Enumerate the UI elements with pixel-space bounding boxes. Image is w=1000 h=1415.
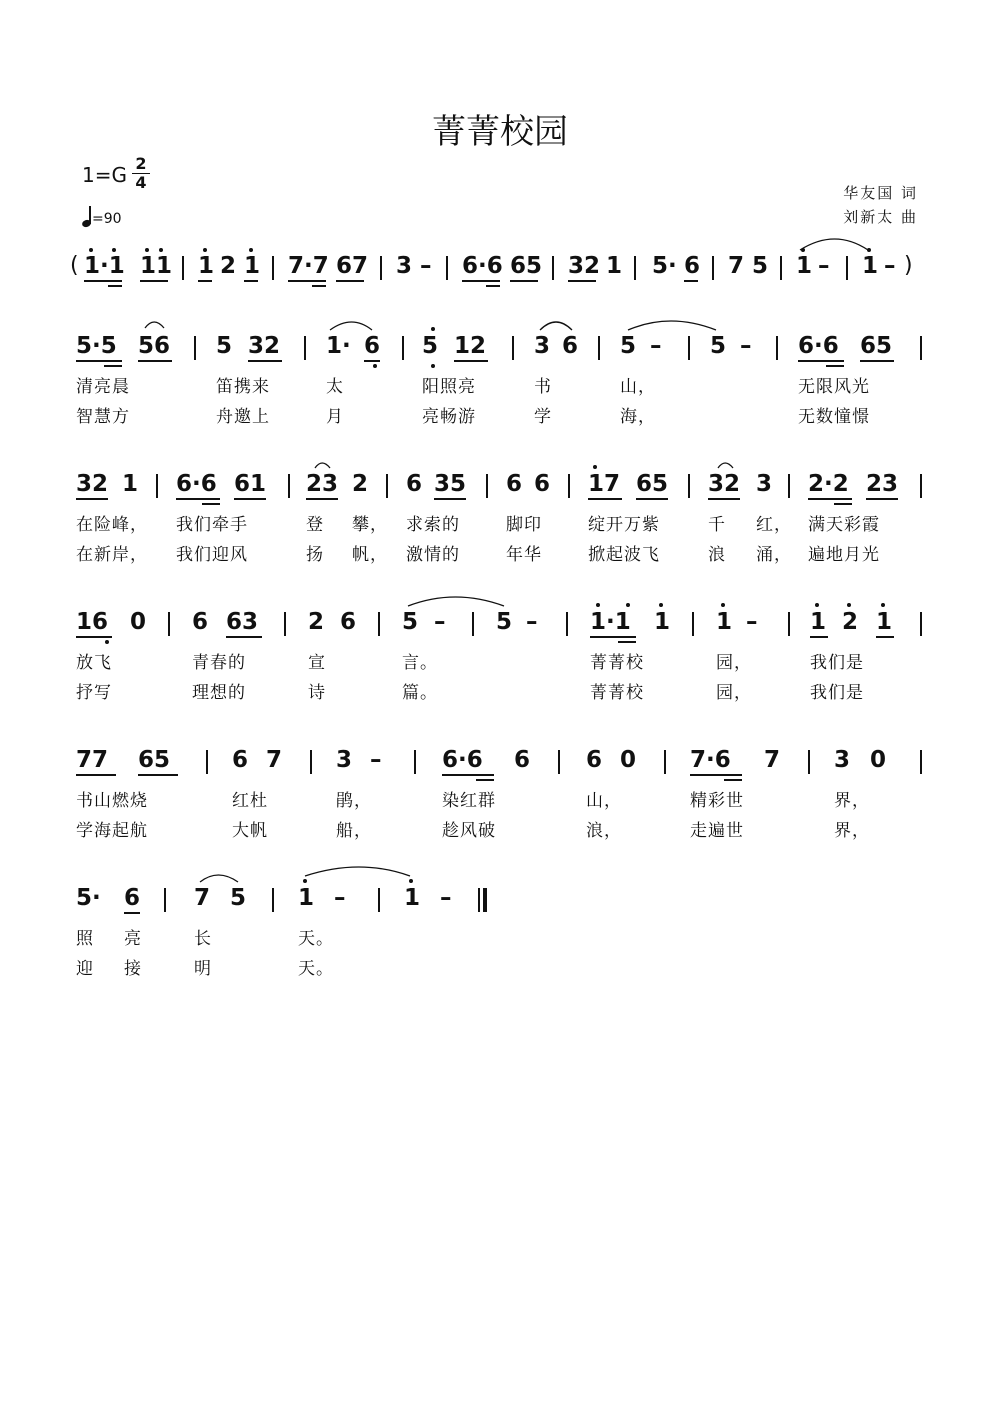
note: 1: [122, 471, 139, 497]
octave-dot: [593, 465, 597, 469]
lyric: 扬: [306, 545, 324, 565]
note: 32: [76, 471, 109, 497]
lyric: 清亮晨: [76, 377, 130, 397]
underline: [76, 636, 112, 638]
underline: [690, 774, 742, 776]
open-paren: (: [70, 253, 79, 278]
underline: [434, 498, 466, 500]
lyric: 我们牵手: [176, 515, 248, 535]
note: 3: [396, 253, 413, 279]
barline: [780, 256, 782, 280]
lyric: 青春的: [192, 653, 246, 673]
lyric: 理想的: [192, 683, 246, 703]
dash: –: [884, 253, 896, 279]
lyric: 菁菁校: [590, 653, 644, 673]
score-system-1: [0, 330, 1000, 460]
note: 1·1: [590, 609, 631, 635]
note: 3: [534, 333, 551, 359]
note: 0: [620, 747, 637, 773]
lyric: 天。: [298, 959, 334, 979]
lyric: 月: [326, 407, 344, 427]
underline: [636, 498, 668, 500]
note: 1: [862, 253, 879, 279]
lyric: 浪，: [586, 821, 622, 841]
note: 1: [404, 885, 421, 911]
barline: [688, 336, 690, 360]
barline: [156, 474, 158, 498]
barline: [808, 750, 810, 774]
note: 6: [586, 747, 603, 773]
note: 6: [534, 471, 551, 497]
underline: [202, 503, 220, 505]
barline: [378, 612, 380, 636]
lyric: 天。: [298, 929, 334, 949]
note: 6: [124, 885, 141, 911]
note: 3: [336, 747, 353, 773]
barline: [164, 888, 166, 912]
composer-credit: 刘新太 曲: [843, 208, 918, 226]
barline: [386, 474, 388, 498]
note: 63: [226, 609, 259, 635]
underline: [138, 360, 172, 362]
barline: [272, 888, 274, 912]
underline: [336, 280, 364, 282]
note: 2: [220, 253, 237, 279]
lyric: 抒写: [76, 683, 112, 703]
octave-dot: [89, 248, 93, 252]
lyric: 红，: [756, 515, 792, 535]
lyric: 笛携来: [216, 377, 270, 397]
underline: [226, 636, 262, 638]
lyric: 登: [306, 515, 324, 535]
time-signature-bottom: 4: [135, 173, 147, 192]
note: 65: [138, 747, 171, 773]
barline: [568, 474, 570, 498]
underline: [442, 774, 494, 776]
octave-dot: [801, 248, 805, 252]
lyric: 界，: [834, 791, 870, 811]
lyric: 诗: [308, 683, 326, 703]
lyric: 帆，: [352, 545, 388, 565]
lyric: 我们是: [810, 653, 864, 673]
underline: [244, 280, 258, 282]
lyric: 亮: [124, 929, 142, 949]
note: 6·6: [442, 747, 483, 773]
note: 1: [298, 885, 315, 911]
note: 6·6: [798, 333, 839, 359]
octave-dot: [881, 603, 885, 607]
lyric: 学海起航: [76, 821, 148, 841]
note: 67: [336, 253, 369, 279]
note: 0: [130, 609, 147, 635]
note: 5·: [652, 253, 677, 279]
lyric: 浪: [708, 545, 726, 565]
barline: [634, 256, 636, 280]
underline: [808, 498, 852, 500]
barline: [472, 612, 474, 636]
dash: –: [370, 747, 382, 773]
barline: [414, 750, 416, 774]
note: 1: [796, 253, 813, 279]
octave-dot: [867, 248, 871, 252]
lyric: 年华: [506, 545, 542, 565]
barline: [688, 474, 690, 498]
barline: [846, 256, 848, 280]
final-barline-thick: [483, 888, 487, 912]
underline: [510, 280, 538, 282]
lyric: 千: [708, 515, 726, 535]
underline: [234, 498, 266, 500]
underline: [590, 636, 636, 638]
underline: [76, 498, 108, 500]
barline: [402, 336, 404, 360]
lyric: 山，: [620, 377, 656, 397]
score-system-2: [0, 468, 1000, 598]
underline: [76, 360, 122, 362]
lyric: 在新岸，: [76, 545, 148, 565]
barline: [378, 888, 380, 912]
note: 56: [138, 333, 171, 359]
note: 5: [496, 609, 513, 635]
lyric: 我们是: [810, 683, 864, 703]
note: 0: [870, 747, 887, 773]
song-title: 菁菁校园: [432, 112, 568, 152]
tempo-value: =90: [92, 211, 122, 227]
barline: [692, 612, 694, 636]
lyric: 学: [534, 407, 552, 427]
note: 65: [510, 253, 543, 279]
octave-dot: [303, 879, 307, 883]
underline: [866, 498, 898, 500]
note: 7: [266, 747, 283, 773]
note: 7·7: [288, 253, 329, 279]
note: 6·6: [462, 253, 503, 279]
lyric: 书: [534, 377, 552, 397]
lyric: 趁风破: [442, 821, 496, 841]
lyric: 船，: [336, 821, 372, 841]
dash: –: [650, 333, 662, 359]
octave-dot: [596, 603, 600, 607]
note: 2·2: [808, 471, 849, 497]
note: 5: [402, 609, 419, 635]
note: 32: [248, 333, 281, 359]
note: 1: [810, 609, 827, 635]
barline: [168, 612, 170, 636]
lyric: 走遍世: [690, 821, 744, 841]
underline: [288, 280, 326, 282]
underline: [486, 285, 500, 287]
lyric: 智慧方: [76, 407, 130, 427]
note: 6: [406, 471, 423, 497]
lyric: 阳照亮: [422, 377, 476, 397]
barline: [446, 256, 448, 280]
note: 5: [710, 333, 727, 359]
underline: [108, 285, 122, 287]
octave-dot: [112, 248, 116, 252]
barline: [380, 256, 382, 280]
lyric: 迎: [76, 959, 94, 979]
lyric: 鹃，: [336, 791, 372, 811]
lyric: 放飞: [76, 653, 112, 673]
note: 2: [352, 471, 369, 497]
underline: [826, 365, 844, 367]
note: 23: [306, 471, 339, 497]
dash: –: [746, 609, 758, 635]
barline: [920, 612, 922, 636]
score-system-4: [0, 744, 1000, 874]
underline: [138, 774, 178, 776]
dash: –: [434, 609, 446, 635]
barline: [304, 336, 306, 360]
lyric: 我们迎风: [176, 545, 248, 565]
underline: [176, 498, 220, 500]
underline: [124, 912, 140, 914]
dash: –: [740, 333, 752, 359]
note: 6·6: [176, 471, 217, 497]
lyric: 精彩世: [690, 791, 744, 811]
note: 7·6: [690, 747, 731, 773]
lyric: 言。: [402, 653, 438, 673]
lyric: 明: [194, 959, 212, 979]
underline: [684, 280, 698, 282]
note: 6: [192, 609, 209, 635]
octave-dot: [815, 603, 819, 607]
note: 23: [866, 471, 899, 497]
lyric: 亮畅游: [422, 407, 476, 427]
lyric: 太: [326, 377, 344, 397]
lyric: 舟邀上: [216, 407, 270, 427]
tempo-marking: [82, 205, 122, 227]
barline: [512, 336, 514, 360]
underline: [198, 280, 212, 282]
low-octave-dot: [431, 364, 435, 368]
note: 3: [756, 471, 773, 497]
lyric: 山，: [586, 791, 622, 811]
close-paren: ): [904, 253, 913, 278]
lyric: 菁菁校: [590, 683, 644, 703]
dash: –: [818, 253, 830, 279]
underline: [76, 774, 116, 776]
underline: [568, 280, 596, 282]
note: 1: [244, 253, 261, 279]
note: 35: [434, 471, 467, 497]
barline: [788, 612, 790, 636]
octave-dot: [431, 327, 435, 331]
underline: [476, 779, 494, 781]
note: 32: [568, 253, 601, 279]
underline: [462, 280, 500, 282]
note: 5: [752, 253, 769, 279]
barline: [272, 256, 274, 280]
note: 11: [140, 253, 173, 279]
underline: [798, 360, 844, 362]
barline: [284, 612, 286, 636]
note: 6: [684, 253, 701, 279]
lyric: 红杜: [232, 791, 268, 811]
score-system-5: [0, 882, 1000, 1012]
underline: [140, 280, 168, 282]
lyric: 无数憧憬: [798, 407, 870, 427]
note: 12: [454, 333, 487, 359]
underline: [248, 360, 282, 362]
note: 77: [76, 747, 109, 773]
barline: [788, 474, 790, 498]
lyric: 涌，: [756, 545, 792, 565]
octave-dot: [409, 879, 413, 883]
note: 5: [230, 885, 247, 911]
barline: [206, 750, 208, 774]
dash: –: [440, 885, 452, 911]
barline: [194, 336, 196, 360]
underline: [860, 360, 894, 362]
note: 5·5: [76, 333, 117, 359]
underline: [84, 280, 122, 282]
lyric: 接: [124, 959, 142, 979]
score-system-3: [0, 606, 1000, 736]
note: 1·1: [84, 253, 125, 279]
underline: [364, 360, 380, 362]
octave-dot: [145, 248, 149, 252]
note: 6: [232, 747, 249, 773]
note: 2: [842, 609, 859, 635]
time-signature: [132, 155, 150, 192]
octave-dot: [659, 603, 663, 607]
note: 7: [728, 253, 745, 279]
note: 6: [340, 609, 357, 635]
lyric: 染红群: [442, 791, 496, 811]
note: 65: [860, 333, 893, 359]
note: 5: [216, 333, 233, 359]
underline: [724, 779, 742, 781]
note: 6: [364, 333, 381, 359]
lyric: 宣: [308, 653, 326, 673]
tie: [408, 597, 504, 606]
underline: [312, 285, 326, 287]
barline: [664, 750, 666, 774]
note: 6: [562, 333, 579, 359]
underline: [708, 498, 740, 500]
underline: [306, 498, 338, 500]
barline: [558, 750, 560, 774]
tie: [800, 239, 868, 250]
underline: [810, 636, 828, 638]
note: 1·: [326, 333, 351, 359]
lyric: 掀起波飞: [588, 545, 660, 565]
octave-dot: [626, 603, 630, 607]
octave-dot: [721, 603, 725, 607]
final-barline-thin: [478, 888, 480, 912]
note: 1: [876, 609, 893, 635]
barline: [288, 474, 290, 498]
barline: [920, 750, 922, 774]
underline: [104, 365, 122, 367]
note: 1: [716, 609, 733, 635]
lyric: 园，: [716, 683, 752, 703]
note: 5·: [76, 885, 101, 911]
note: 5: [422, 333, 439, 359]
key-signature: 1=G: [82, 163, 127, 187]
lyric: 在险峰，: [76, 515, 148, 535]
barline: [920, 474, 922, 498]
time-signature-top: 2: [135, 154, 147, 173]
note: 6: [506, 471, 523, 497]
barline: [920, 336, 922, 360]
dash: –: [420, 253, 432, 279]
barline: [598, 336, 600, 360]
note: 1: [654, 609, 671, 635]
note: 17: [588, 471, 621, 497]
lyric: 激情的: [406, 545, 460, 565]
underline: [834, 503, 852, 505]
lyric: 界，: [834, 821, 870, 841]
low-octave-dot: [105, 640, 109, 644]
lyric: 书山燃烧: [76, 791, 148, 811]
lyric: 照: [76, 929, 94, 949]
barline: [310, 750, 312, 774]
underline: [618, 641, 636, 643]
octave-dot: [249, 248, 253, 252]
lyric: 攀，: [352, 515, 388, 535]
dash: –: [334, 885, 346, 911]
note: 65: [636, 471, 669, 497]
lyric: 长: [194, 929, 212, 949]
lyric: 园，: [716, 653, 752, 673]
lyric: 求索的: [406, 515, 460, 535]
lyric: 无限风光: [798, 377, 870, 397]
lyricist-credit: 华友国 词: [843, 184, 918, 202]
barline: [712, 256, 714, 280]
note: 6: [514, 747, 531, 773]
underline: [876, 636, 894, 638]
lyric: 海，: [620, 407, 656, 427]
octave-dot: [159, 248, 163, 252]
barline: [486, 474, 488, 498]
barline: [776, 336, 778, 360]
lyric: 绽开万紫: [588, 515, 660, 535]
note: 2: [308, 609, 325, 635]
lyric: 篇。: [402, 683, 438, 703]
note: 3: [834, 747, 851, 773]
slur: [200, 875, 238, 882]
octave-dot: [203, 248, 207, 252]
lyric: 大帆: [232, 821, 268, 841]
barline: [182, 256, 184, 280]
note: 7: [194, 885, 211, 911]
quarter-note-icon: [82, 205, 92, 227]
underline: [588, 498, 622, 500]
barline: [566, 612, 568, 636]
note: 16: [76, 609, 109, 635]
note: 5: [620, 333, 637, 359]
note: 1: [606, 253, 623, 279]
note: 1: [198, 253, 215, 279]
lyric: 满天彩霞: [808, 515, 880, 535]
octave-dot: [847, 603, 851, 607]
underline: [454, 360, 488, 362]
dash: –: [526, 609, 538, 635]
note: 61: [234, 471, 267, 497]
low-octave-dot: [373, 364, 377, 368]
lyric: 遍地月光: [808, 545, 880, 565]
note: 7: [764, 747, 781, 773]
lyric: 脚印: [506, 515, 542, 535]
barline: [552, 256, 554, 280]
note: 32: [708, 471, 741, 497]
